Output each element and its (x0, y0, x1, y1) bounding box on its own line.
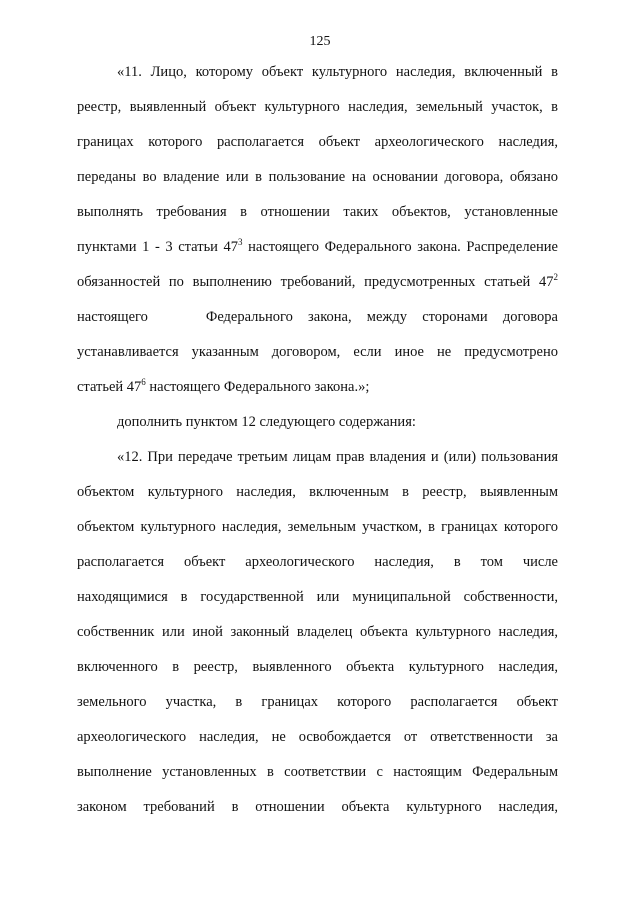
text-run: Федерального закона, между сторонами договора (205, 309, 558, 325)
paragraph-12-line-9: археологического наследия, не освобождается от ответственности за (77, 729, 558, 745)
paragraph-11-line-7 (77, 273, 558, 291)
paragraph-11-line-2: реестр, выявленный объект культурного наследия, земельный участок, в (77, 99, 558, 115)
paragraph-12-line-4: располагается объект археологического наследия, в том числе (77, 554, 558, 570)
paragraph-12-line-2: объектом культурного наследия, включенным в реестр, выявленным (77, 484, 558, 500)
paragraph-11-line-5: выполнять требования в отношении таких объектов, установленные (77, 204, 558, 220)
text-run: настоящего (77, 309, 148, 325)
paragraph-11-line-10 (77, 378, 369, 396)
paragraph-12-line-11: законом требований в отношении объекта культурного наследия, (77, 799, 558, 815)
superscript: 2 (553, 272, 558, 283)
text-run: настоящего Федерального закона.»; (145, 379, 370, 395)
paragraph-12-line-8: земельного участка, в границах которого располагается объект (77, 694, 558, 710)
paragraph-12-line-7: включенного в реестр, выявленного объекта культурного наследия, (77, 659, 558, 675)
paragraph-11-line-4: переданы во владение или в пользование на основании договора, обязано (77, 169, 558, 185)
paragraph-11-line-9: устанавливается указанным договором, если иное не предусмотрено (77, 344, 558, 360)
text-run: пунктами 1 - 3 статьи 47 (77, 239, 239, 255)
paragraph-12-line-6: собственник или иной законный владелец объекта культурного наследия, (77, 624, 558, 640)
paragraph-11-line-1: «11. Лицо, которому объект культурного наследия, включенный в (117, 64, 558, 80)
paragraph-12-line-5: находящимися в государственной или муниципальной собственности, (77, 589, 558, 605)
paragraph-12-line-3: объектом культурного наследия, земельным участком, в границах которого (77, 519, 558, 535)
superscript: 6 (141, 377, 146, 388)
text-run: настоящего Федерального закона. Распределение (242, 239, 558, 255)
paragraph-12-line-1: «12. При передаче третьим лицам прав владения и (или) пользования (117, 449, 558, 465)
instruction-line: дополнить пунктом 12 следующего содержания: (117, 414, 416, 430)
text-run: статьей 47 (77, 379, 142, 395)
paragraph-12-line-10: выполнение установленных в соответствии с настоящим Федеральным (77, 764, 558, 780)
paragraph-11-line-3: границах которого располагается объект археологического наследия, (77, 134, 558, 150)
text-run: обязанностей по выполнению требований, предусмотренных статьей 47 (77, 274, 554, 290)
paragraph-11-line-6 (77, 238, 558, 256)
superscript: 3 (238, 237, 243, 248)
paragraph-11-line-8 (77, 308, 558, 326)
page-number: 125 (309, 34, 331, 49)
